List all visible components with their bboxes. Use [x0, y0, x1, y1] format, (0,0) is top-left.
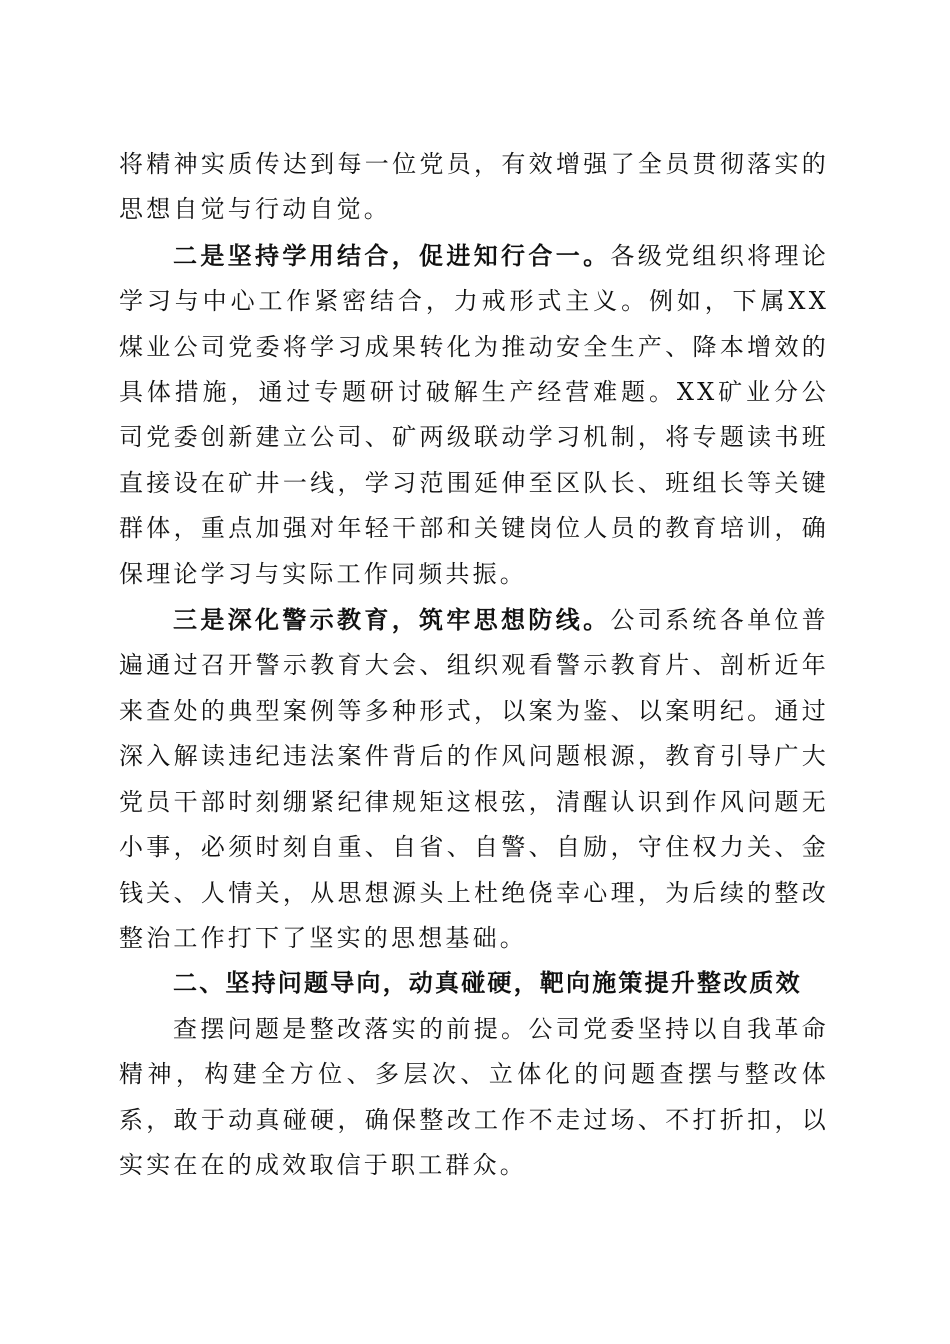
paragraph-text: 公司系统各单位普遍通过召开警示教育大会、组织观看警示教育片、剖析近年来查处的典型案例等多种形式，以案为鉴、以案明纪。通过深入解读违纪违法案件背后的作风问题根源，教育引导广大党员干部时刻绷紧纪律规矩这根弦，清醒认识到作风问题无小事，必须时刻自重、自省、自警、自励，守住权力关、金钱关、人情关，从思想源头上杜绝侥幸心理，为后续的整改整治工作打下了坚实的思想基础。	[119, 606, 829, 952]
paragraph-lead: 三是深化警示教育，筑牢思想防线。	[173, 605, 611, 635]
document-body	[119, 142, 829, 1188]
paragraph-text: 查摆问题是整改落实的前提。公司党委坚持以自我革命精神，构建全方位、多层次、立体化的问题查摆与整改体系，敢于动真碰硬，确保整改工作不走过场、不打折扣，以实实在在的成效取信于职工群众。	[119, 1014, 829, 1179]
paragraph-text: 各级党组织将理论学习与中心工作紧密结合，力戒形式主义。例如，下属XX煤业公司党委将学习成果转化为推动安全生产、降本增效的具体措施，通过专题研讨破解生产经营难题。XX矿业分公司党委创新建立公司、矿两级联动学习机制，将专题读书班直接设在矿井一线，学习范围延伸至区队长、班组长等关键群体，重点加强对年轻干部和关键岗位人员的教育培训，确保理论学习与实际工作同频共振。	[119, 241, 829, 588]
paragraph-text: 将精神实质传达到每一位党员，有效增强了全员贯彻落实的思想自觉与行动自觉。	[119, 150, 829, 224]
paragraph-study-application	[119, 233, 829, 597]
paragraph-problem-finding	[119, 1007, 829, 1189]
paragraph-continuation	[119, 142, 829, 233]
paragraph-warning-education	[119, 597, 829, 961]
paragraph-lead: 二是坚持学用结合，促进知行合一。	[173, 240, 611, 270]
section-heading: 二、坚持问题导向，动真碰硬，靶向施策提升整改质效	[173, 969, 802, 998]
